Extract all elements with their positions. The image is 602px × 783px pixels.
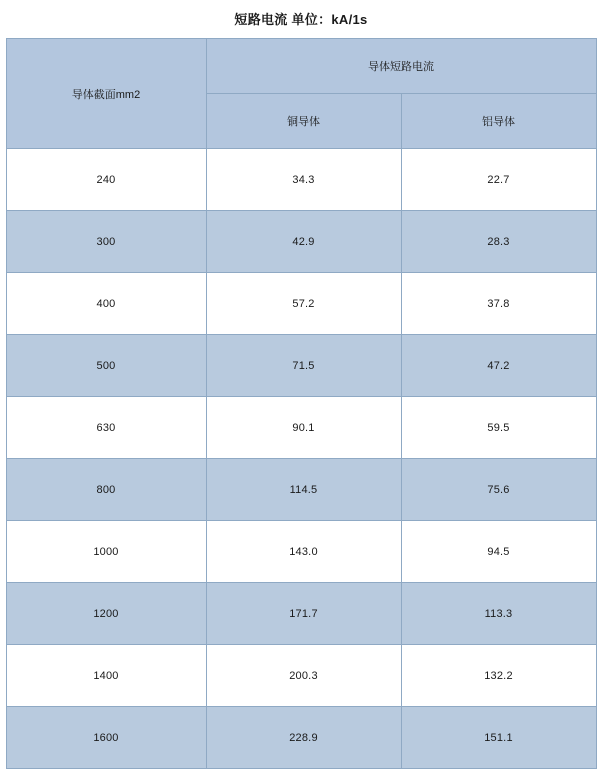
cell-conductor-section: 400 (6, 273, 206, 335)
cell-copper-current: 143.0 (206, 521, 401, 583)
cell-conductor-section: 300 (6, 211, 206, 273)
table-caption: 短路电流 单位：kA/1s (234, 12, 368, 27)
table-row (6, 707, 596, 769)
header-copper-conductor: 铜导体 (206, 94, 401, 149)
cell-copper-current: 228.9 (206, 707, 401, 769)
table-row (6, 459, 596, 521)
cell-copper-current: 114.5 (206, 459, 401, 521)
cell-aluminum-current: 28.3 (401, 211, 596, 273)
cell-conductor-section: 1400 (6, 645, 206, 707)
cell-aluminum-current: 113.3 (401, 583, 596, 645)
cell-conductor-section: 240 (6, 149, 206, 211)
header-short-circuit-current: 导体短路电流 (206, 39, 596, 94)
table-row (6, 397, 596, 459)
cell-copper-current: 200.3 (206, 645, 401, 707)
cell-conductor-section: 500 (6, 335, 206, 397)
cell-copper-current: 34.3 (206, 149, 401, 211)
cell-aluminum-current: 151.1 (401, 707, 596, 769)
cell-aluminum-current: 94.5 (401, 521, 596, 583)
header-row-1 (6, 39, 596, 94)
cell-copper-current: 42.9 (206, 211, 401, 273)
cell-conductor-section: 1600 (6, 707, 206, 769)
cell-conductor-section: 630 (6, 397, 206, 459)
table-header (6, 39, 596, 149)
cell-copper-current: 57.2 (206, 273, 401, 335)
cell-conductor-section: 1000 (6, 521, 206, 583)
header-conductor-section: 导体截面mm2 (6, 39, 206, 149)
table-row (6, 645, 596, 707)
cell-aluminum-current: 37.8 (401, 273, 596, 335)
cell-copper-current: 71.5 (206, 335, 401, 397)
cell-aluminum-current: 75.6 (401, 459, 596, 521)
short-circuit-current-table (6, 38, 597, 769)
cell-conductor-section: 1200 (6, 583, 206, 645)
cell-conductor-section: 800 (6, 459, 206, 521)
table-row (6, 583, 596, 645)
cell-aluminum-current: 132.2 (401, 645, 596, 707)
header-aluminum-conductor: 铝导体 (401, 94, 596, 149)
cell-aluminum-current: 59.5 (401, 397, 596, 459)
table-row (6, 521, 596, 583)
cell-copper-current: 90.1 (206, 397, 401, 459)
cell-aluminum-current: 47.2 (401, 335, 596, 397)
table-row (6, 335, 596, 397)
table-row (6, 211, 596, 273)
cell-copper-current: 171.7 (206, 583, 401, 645)
cell-aluminum-current: 22.7 (401, 149, 596, 211)
table-row (6, 149, 596, 211)
table-row (6, 273, 596, 335)
table-body (6, 149, 596, 769)
